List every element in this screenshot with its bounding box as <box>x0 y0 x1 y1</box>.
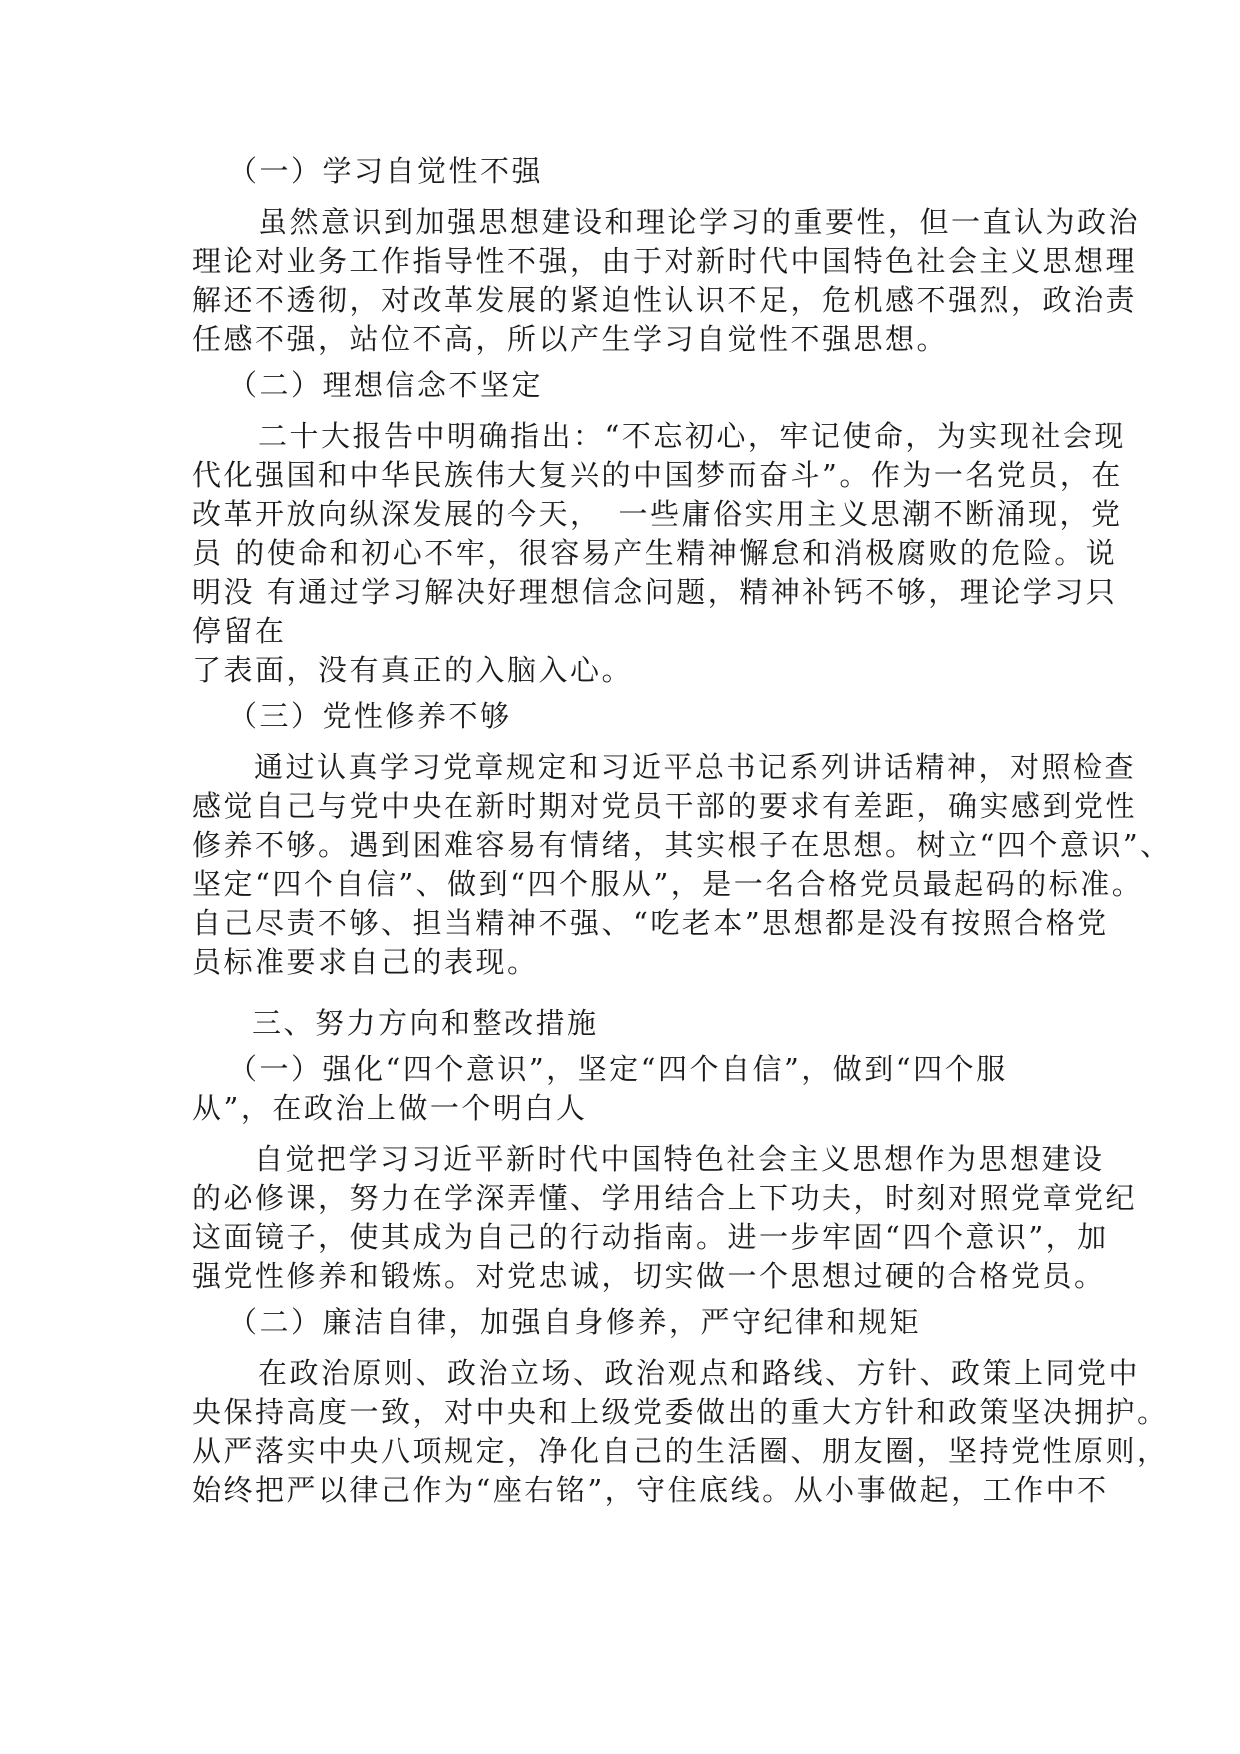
paragraph-line: 这面镜子，使其成为自己的行动指南。进一步牢固“四个意识”，加 <box>192 1220 1109 1254</box>
part-heading-3: 三、努力方向和整改措施 <box>252 1006 599 1040</box>
paragraph-line: 自己尽责不够、担当精神不强、“吃老本”思想都是没有按照合格党 <box>192 906 1109 940</box>
document-page <box>192 152 1172 1510</box>
paragraph-line: 感觉自己与党中央在新时期对党员干部的要求有差距，确实感到党性 <box>192 789 1138 823</box>
paragraph-line: 任感不强，站位不高，所以产生学习自觉性不强思想。 <box>192 322 949 356</box>
paragraph-line: 二十大报告中明确指出：“不忘初心，牢记使命，为实现社会现 <box>258 419 1126 453</box>
paragraph-line: 强党性修养和锻炼。对党忠诚，切实做一个思想过硬的合格党员。 <box>192 1259 1106 1293</box>
section-heading-3: （三）党性修养不够 <box>228 699 512 733</box>
paragraph-line: 始终把严以律己作为“座右铭”，守住底线。从小事做起，工作中不 <box>192 1473 1109 1507</box>
paragraph-line: 修养不够。遇到困难容易有情绪，其实根子在思想。树立“四个意识”、 <box>192 828 1172 862</box>
paragraph-line: 停留在 <box>192 614 287 648</box>
paragraph-line: 自觉把学习习近平新时代中国特色社会主义思想作为思想建设 <box>254 1142 1105 1176</box>
paragraph-line: 员 的使命和初心不牢，很容易产生精神懈怠和消极腐败的危险。说 <box>192 536 1118 570</box>
paragraph-line: 央保持高度一致，对中央和上级党委做出的重大方针和政策坚决拥护。 <box>192 1395 1169 1429</box>
paragraph-line: 明没 有通过学习解决好理想信念问题，精神补钙不够，理论学习只 <box>192 575 1118 609</box>
paragraph-line: 改革开放向纵深发展的今天， 一些庸俗实用主义思潮不断涌现，党 <box>192 497 1123 531</box>
subsection-heading-1: （一）强化“四个意识”，坚定“四个自信”，做到“四个服 <box>228 1052 1008 1086</box>
paragraph-line: 员标准要求自己的表现。 <box>192 945 539 979</box>
paragraph-line: 在政治原则、政治立场、政治观点和路线、方针、政策上同党中 <box>258 1356 1141 1390</box>
paragraph-line: 代化强国和中华民族伟大复兴的中国梦而奋斗”。作为一名党员，在 <box>192 458 1123 492</box>
paragraph-line: 了表面，没有真正的入脑入心。 <box>192 653 634 687</box>
paragraph-line: 解还不透彻，对改革发展的紧迫性认识不足，危机感不强烈，政治责 <box>192 283 1138 317</box>
paragraph-line: 坚定“四个自信”、做到“四个服从”，是一名合格党员最起码的标准。 <box>192 867 1144 901</box>
paragraph-line: 通过认真学习党章规定和习近平总书记系列讲话精神，对照检查 <box>254 750 1137 784</box>
paragraph-line: 从严落实中央八项规定，净化自己的生活圈、朋友圈，坚持党性原则， <box>192 1434 1169 1468</box>
section-heading-1: （一）学习自觉性不强 <box>228 154 544 188</box>
paragraph-line: 理论对业务工作指导性不强，由于对新时代中国特色社会主义思想理 <box>192 244 1138 278</box>
section-heading-2: （二）理想信念不坚定 <box>228 368 544 402</box>
subsection-heading-1-cont: 从”，在政治上做一个明白人 <box>192 1091 588 1125</box>
paragraph-line: 虽然意识到加强思想建设和理论学习的重要性，但一直认为政治 <box>258 205 1141 239</box>
paragraph-line: 的必修课，努力在学深弄懂、学用结合上下功夫，时刻对照党章党纪 <box>192 1181 1138 1215</box>
subsection-heading-2: （二）廉洁自律，加强自身修养，严守纪律和规矩 <box>228 1305 922 1339</box>
